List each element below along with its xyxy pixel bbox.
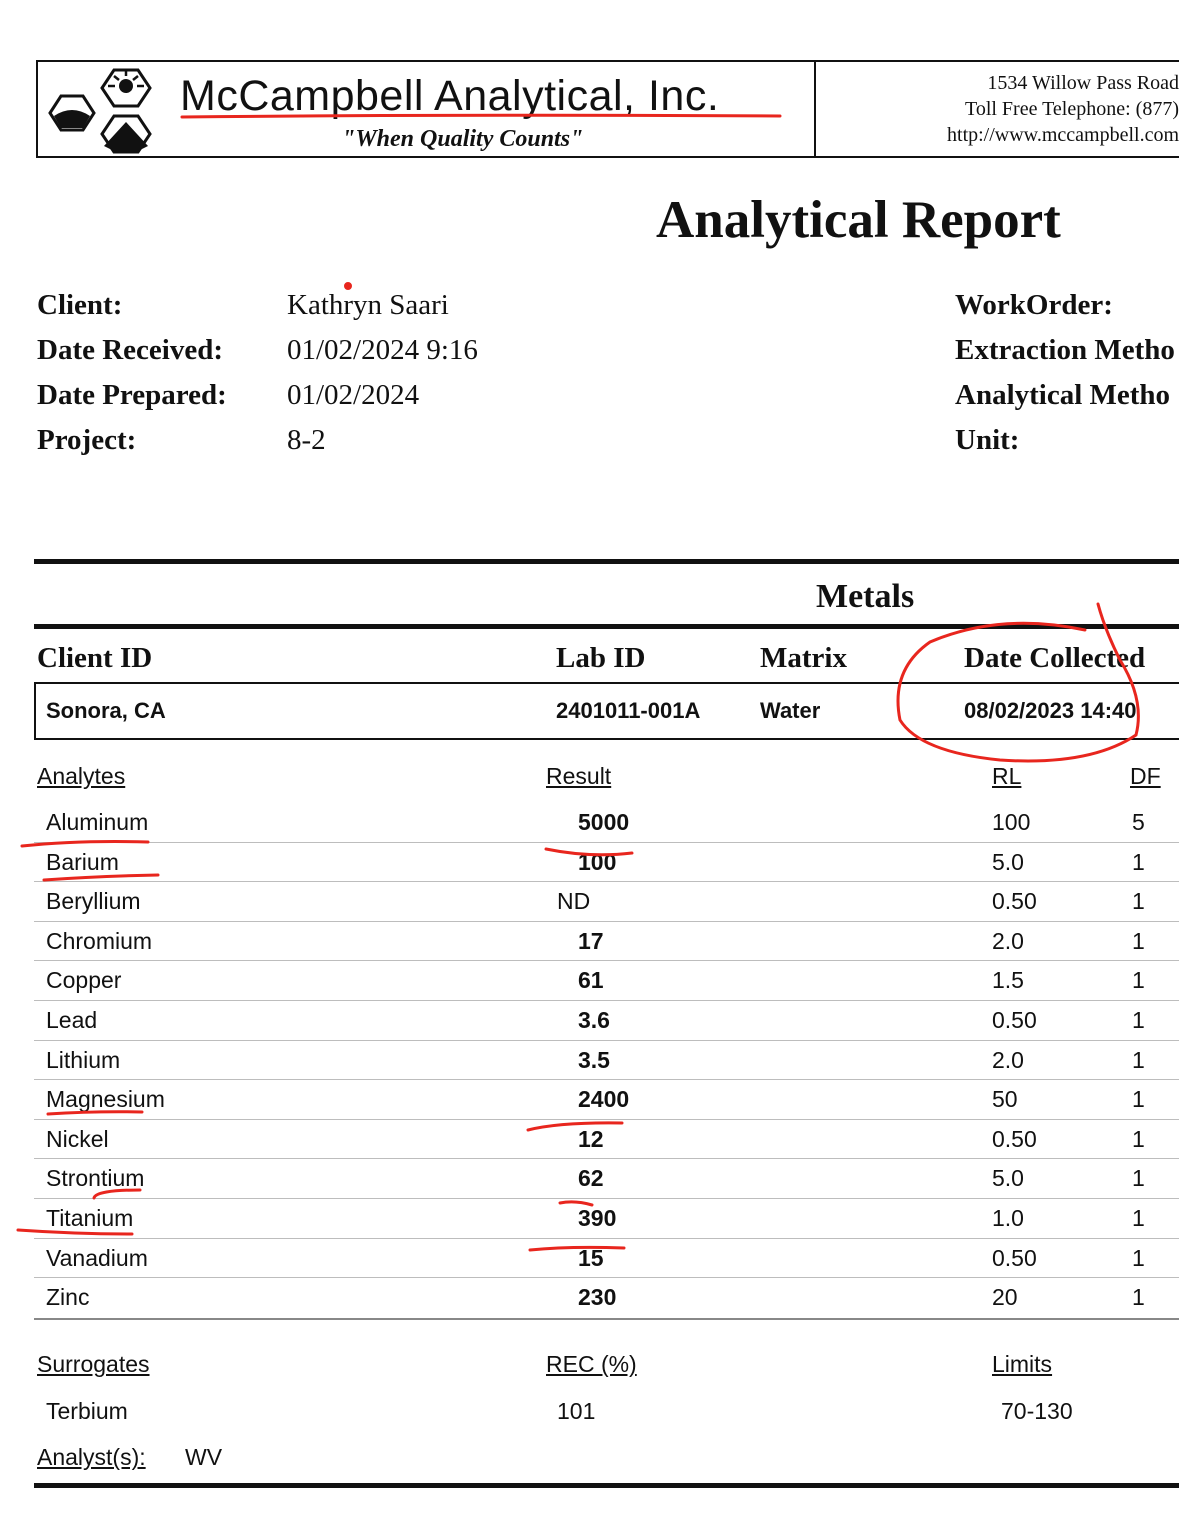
analyte-name: Copper	[46, 967, 122, 994]
table-row	[34, 1278, 1179, 1318]
analyte-name: Beryllium	[46, 888, 141, 915]
analyte-df: 1	[1132, 1165, 1145, 1192]
analyte-result: 17	[578, 927, 604, 954]
analyte-df: 1	[1132, 1007, 1145, 1033]
project-label: Project:	[37, 424, 137, 456]
analyte-df: 1	[1132, 888, 1145, 915]
analyte-rl: 0.50	[992, 1244, 1037, 1271]
analyte-result: 62	[578, 1165, 604, 1192]
section-rule-top	[34, 559, 1179, 564]
analyte-name: Strontium	[46, 1165, 145, 1192]
analyte-result: 3.6	[578, 1007, 610, 1033]
red-dot-mark	[346, 284, 351, 289]
report-title: Analytical Report	[656, 191, 1061, 249]
table-row	[34, 1041, 1179, 1081]
analyte-rl: 100	[992, 809, 1031, 835]
analyte-name: Vanadium	[46, 1244, 148, 1271]
company-slogan: "When Quality Counts"	[342, 126, 584, 152]
section-rule-bottom	[34, 624, 1179, 629]
company-logo-icon	[44, 64, 160, 158]
col-header-matrix: Matrix	[760, 642, 847, 674]
analyte-result: 3.5	[578, 1046, 610, 1073]
analyte-rl: 1.0	[992, 1205, 1024, 1231]
analyte-name: Nickel	[46, 1125, 109, 1152]
col-header-lab-id: Lab ID	[556, 642, 646, 674]
analyst-label: Analyst(s):	[37, 1444, 146, 1470]
surrogate-rec: 101	[557, 1398, 596, 1424]
table-bottom-rule	[34, 1318, 1179, 1320]
phone-line: Toll Free Telephone: (877)	[965, 98, 1179, 120]
client-label: Client:	[37, 289, 123, 321]
analyte-df: 1	[1132, 1244, 1145, 1271]
df-header: DF	[1130, 763, 1161, 789]
analyte-name: Chromium	[46, 927, 153, 954]
analyte-result: 100	[578, 848, 617, 875]
analyte-df: 1	[1132, 1205, 1145, 1231]
analyte-rl: 5.0	[992, 1165, 1024, 1192]
sample-client-id: Sonora, CA	[46, 698, 166, 723]
limits-header: Limits	[992, 1351, 1053, 1377]
analyst-value: WV	[185, 1444, 223, 1470]
table-row	[34, 843, 1179, 883]
analyte-name: Barium	[46, 848, 119, 875]
workorder-label: WorkOrder:	[955, 289, 1113, 321]
analyte-df: 1	[1132, 848, 1145, 875]
date-received-label: Date Received:	[37, 334, 223, 366]
company-name: McCampbell Analytical, Inc.	[180, 72, 720, 120]
sample-matrix: Water	[760, 698, 821, 723]
unit-label: Unit:	[955, 424, 1020, 456]
date-prepared-value: 01/02/2024	[287, 379, 420, 411]
surrogate-name: Terbium	[46, 1398, 128, 1424]
analyte-result: 230	[578, 1284, 617, 1311]
analyte-df: 1	[1132, 967, 1145, 994]
surrogate-limits: 70-130	[1001, 1398, 1073, 1424]
address-line: 1534 Willow Pass Road	[987, 72, 1179, 94]
analyte-result: 15	[578, 1244, 604, 1271]
table-row	[34, 1080, 1179, 1120]
analytical-method-label: Analytical Metho	[955, 379, 1171, 411]
analyte-result: 390	[578, 1205, 617, 1231]
surrogates-header: Surrogates	[37, 1351, 150, 1377]
table-row	[34, 1159, 1179, 1199]
analyte-df: 1	[1132, 927, 1145, 954]
table-row	[34, 961, 1179, 1001]
analyte-rl: 1.5	[992, 967, 1024, 994]
rec-header: REC (%)	[546, 1351, 637, 1377]
result-header: Result	[546, 763, 612, 789]
analyte-name: Aluminum	[46, 809, 149, 835]
analyte-df: 1	[1132, 1284, 1145, 1311]
analyte-rl: 50	[992, 1086, 1018, 1113]
table-row	[34, 803, 1179, 843]
analyte-rl: 2.0	[992, 1046, 1024, 1073]
rl-header: RL	[992, 763, 1022, 789]
analyte-rl: 0.50	[992, 888, 1037, 915]
analyte-result: 5000	[578, 809, 630, 835]
analyte-rl: 0.50	[992, 1125, 1037, 1152]
analyte-df: 1	[1132, 1086, 1145, 1113]
analyte-result: 61	[578, 967, 604, 994]
project-value: 8-2	[287, 424, 326, 456]
section-title: Metals	[816, 578, 915, 615]
analyte-result: 12	[578, 1125, 604, 1152]
table-row	[34, 922, 1179, 962]
letterhead-divider	[814, 60, 816, 158]
col-header-client-id: Client ID	[37, 642, 153, 674]
sample-lab-id: 2401011-001A	[556, 698, 701, 723]
website-line: http://www.mccampbell.com	[947, 124, 1179, 146]
table-row	[34, 1001, 1179, 1041]
analyte-result: 2400	[578, 1086, 630, 1113]
analyte-rl: 5.0	[992, 848, 1024, 875]
date-received-value: 01/02/2024 9:16	[287, 334, 478, 366]
table-row	[34, 1199, 1179, 1239]
analyte-rl: 20	[992, 1284, 1018, 1311]
analyte-df: 1	[1132, 1125, 1145, 1152]
analyte-df: 5	[1132, 809, 1145, 835]
analyte-rl: 2.0	[992, 927, 1024, 954]
client-value: Kathryn Saari	[287, 289, 449, 321]
table-row	[34, 882, 1179, 922]
col-header-date-collected: Date Collected	[964, 642, 1146, 674]
analyte-result: ND	[557, 888, 591, 915]
footer-rule	[34, 1483, 1179, 1488]
analyte-rl: 0.50	[992, 1007, 1037, 1033]
analyte-name: Magnesium	[46, 1086, 165, 1113]
extraction-method-label: Extraction Metho	[955, 334, 1175, 366]
sample-date-collected: 08/02/2023 14:40	[964, 698, 1137, 723]
analyte-name: Zinc	[46, 1284, 90, 1311]
analyte-df: 1	[1132, 1046, 1145, 1073]
analyte-name: Lead	[46, 1007, 98, 1033]
table-row	[34, 1239, 1179, 1279]
analyte-name: Titanium	[46, 1205, 134, 1231]
analyte-name: Lithium	[46, 1046, 121, 1073]
date-prepared-label: Date Prepared:	[37, 379, 227, 411]
table-row	[34, 1120, 1179, 1160]
analytes-header: Analytes	[37, 763, 126, 789]
